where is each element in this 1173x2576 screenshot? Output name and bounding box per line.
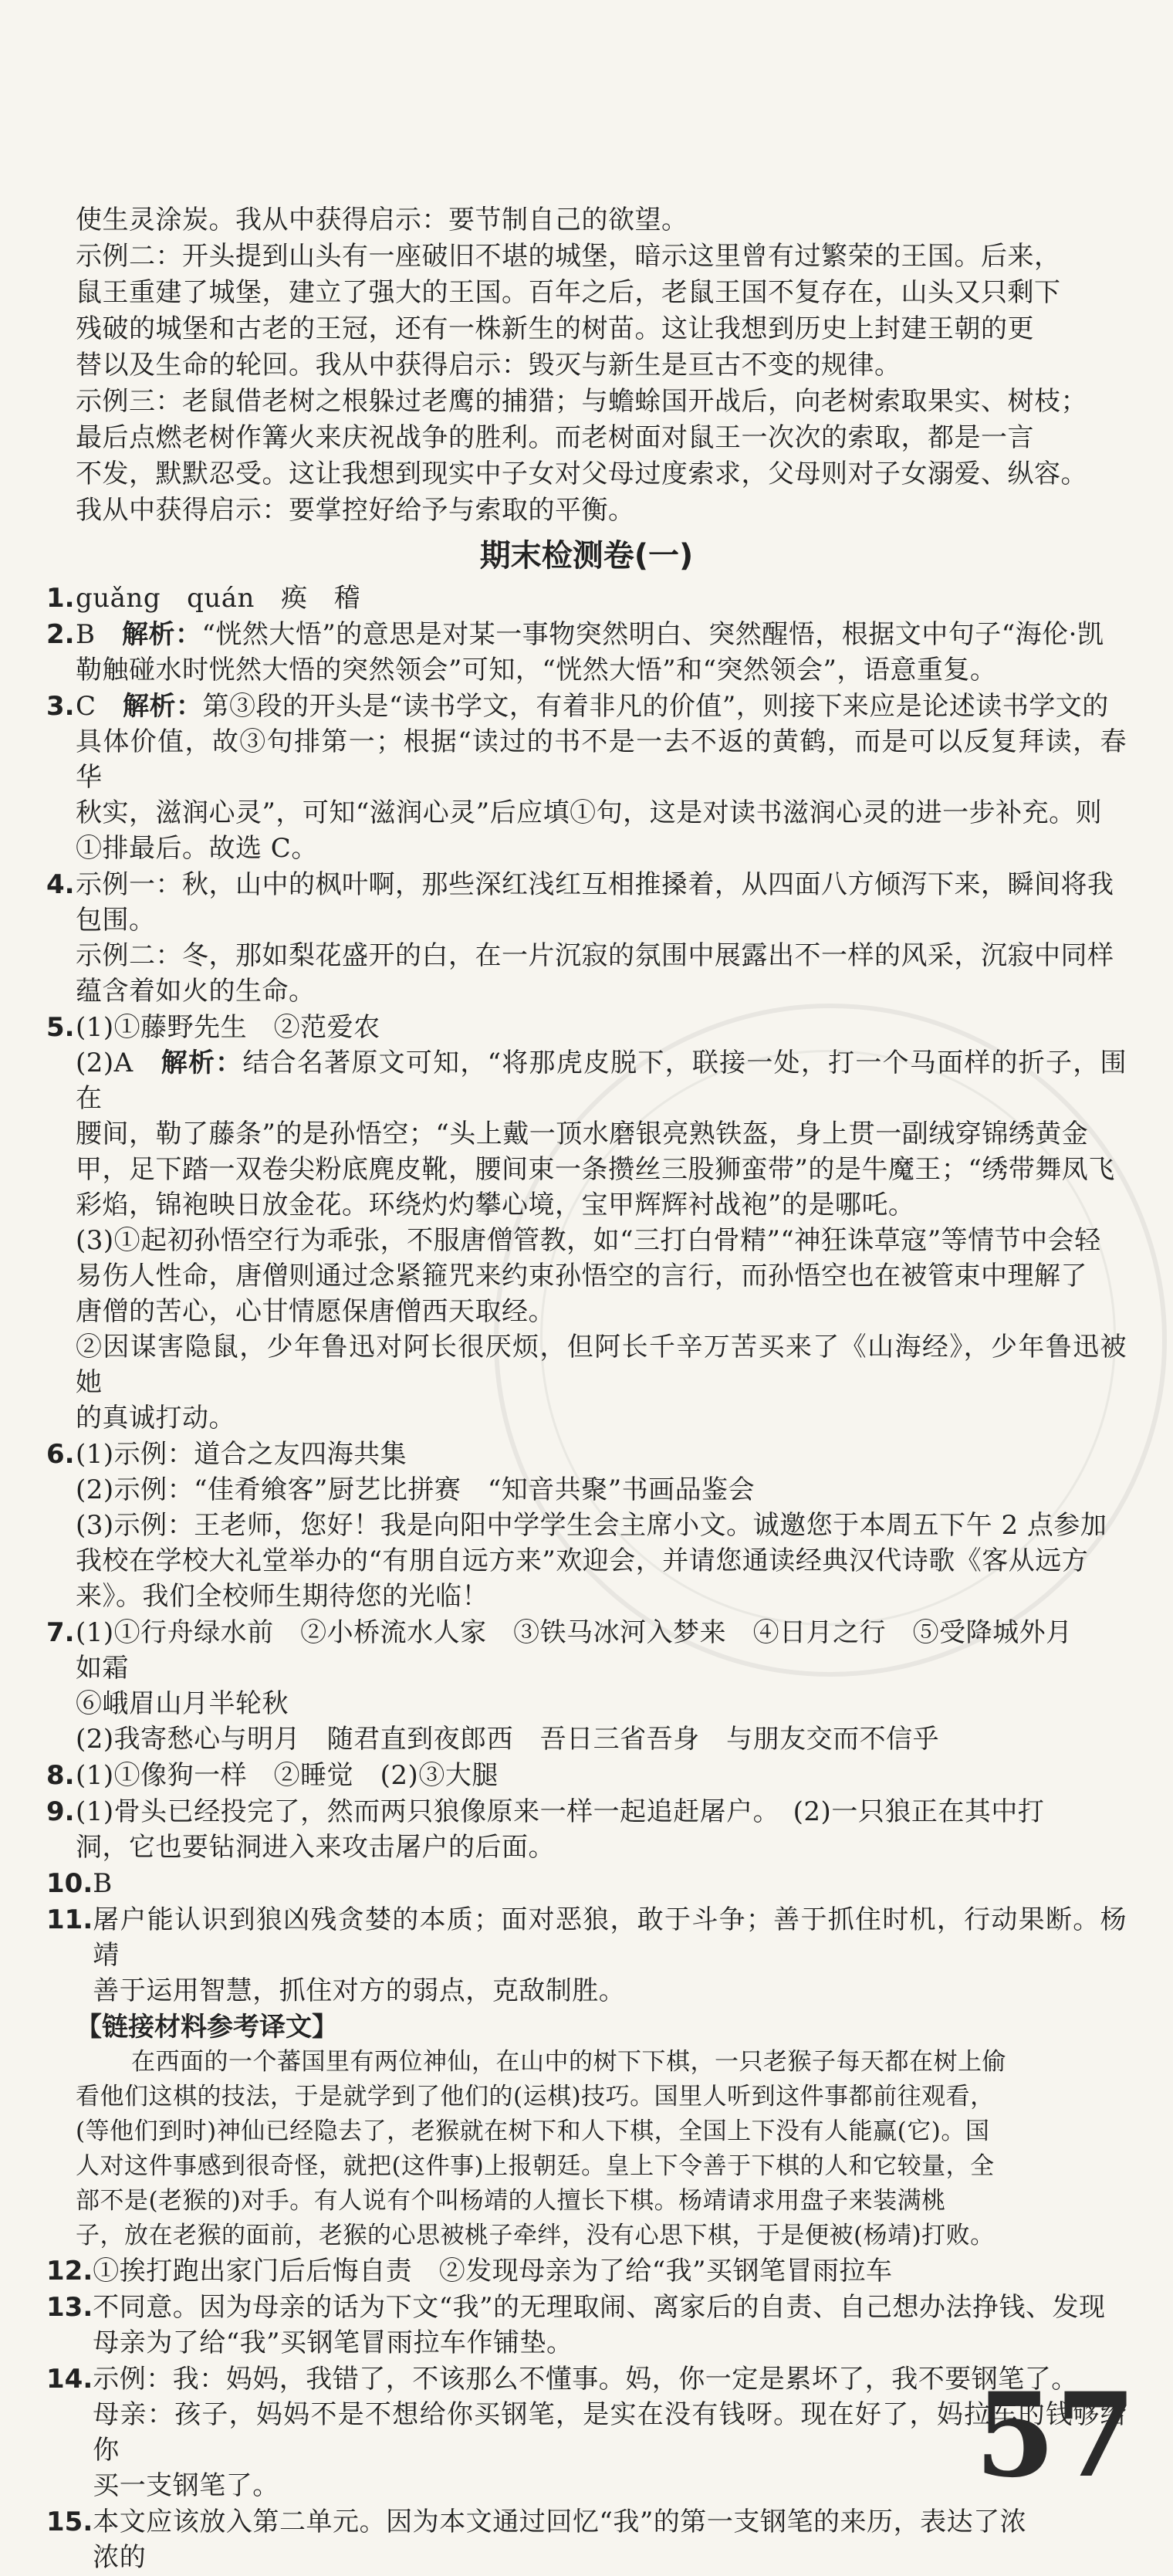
question-12 xyxy=(46,2253,1127,2289)
question-number: 8. xyxy=(46,1760,75,1791)
question-number: 15. xyxy=(46,2507,93,2537)
char-1: 痪 xyxy=(280,583,308,614)
text-line: 包围。 xyxy=(76,905,156,936)
text-line: 我从中获得启示：要掌控好给予与索取的平衡。 xyxy=(76,495,635,526)
text-line: 看他们这棋的技法，于是就学到了他们的(运棋)技巧。国里人听到这件事都前往观看， xyxy=(76,2083,995,2111)
pinyin-answers xyxy=(76,581,1127,616)
answer-letter: B xyxy=(76,619,96,650)
analysis-label: 解析： xyxy=(122,619,202,650)
text-line: 蕴含着如火的生命。 xyxy=(76,976,316,1007)
text-line: (1)示例：道合之友四海共集 xyxy=(76,1439,407,1470)
question-15 xyxy=(46,2504,1127,2575)
text-line: (1)①行舟绿水前 ②小桥流水人家 ③铁马冰河入梦来 ④日月之行 ⑤受降城外月 xyxy=(76,1617,1073,1648)
question-13 xyxy=(46,2290,1127,2361)
text-line: ⑥峨眉山月半轮秋 xyxy=(76,1688,289,1719)
question-number: 7. xyxy=(46,1617,75,1648)
text-line: 示例：我：妈妈，我错了，不该那么不懂事。妈，你一定是累坏了，我不要钢笔了。 xyxy=(93,2364,1078,2395)
text-line: 洞，它也要钻洞进入来攻击屠户的后面。 xyxy=(76,1832,555,1863)
answer-letter: B xyxy=(93,1868,113,1899)
question-number: 1. xyxy=(46,583,75,614)
text-line: 买一支钢笔了。 xyxy=(93,2470,279,2501)
text-line: 我校在学校大礼堂举办的“有朋自远方来”欢迎会，并请您通读经典汉代诗歌《客从远方 xyxy=(76,1545,1089,1576)
question-number: 10. xyxy=(46,1868,93,1899)
text-line: 示例二：冬，那如梨花盛开的白，在一片沉寂的氛围中展露出不一样的风采，沉寂中同样 xyxy=(76,940,1114,971)
page-number: 57 xyxy=(975,2368,1136,2503)
question-number: 3. xyxy=(46,691,75,722)
text-line: 不发，默默忍受。这让我想到现实中子女对父母过度索求，父母则对子女溺爱、纵容。 xyxy=(76,459,1087,489)
text-line: (1)①像狗一样 ②睡觉 (2)③大腿 xyxy=(76,1760,499,1791)
section-title: 期末检测卷(一) xyxy=(479,538,694,574)
question-7 xyxy=(46,1615,1127,1757)
question-number: 11. xyxy=(46,1904,93,1935)
text-line: ①挨打跑出家门后后悔自责 ②发现母亲为了给“我”买钢笔冒雨拉车 xyxy=(93,2256,893,2287)
text-line: (1)骨头已经投完了，然而两只狼像原来一样一起追赶屠户。 (2)一只狼正在其中打 xyxy=(76,1796,1045,1827)
text-line: 屠户能认识到狼凶残贪婪的本质；面对恶狼，敢于斗争；善于抓住时机，行动果断。杨靖 xyxy=(93,1904,1127,1971)
text-line: 示例三：老鼠借老树之根躲过老鹰的捕猎；与蟾蜍国开战后，向老树索取果实、树枝； xyxy=(76,386,1087,417)
text-line: 来》。我们全校师生期待您的光临！ xyxy=(76,1581,488,1612)
question-5 xyxy=(46,1010,1127,1436)
question-number: 6. xyxy=(46,1439,75,1470)
pinyin-1: guǎng xyxy=(76,583,161,614)
question-3 xyxy=(46,689,1127,866)
answer-letter: C xyxy=(76,691,96,722)
text-line: 秋实，滋润心灵”，可知“滋润心灵”后应填①句，这是对读书滋润心灵的进一步补充。则 xyxy=(76,797,1103,828)
text-line: 易伤人性命，唐僧则通过念紧箍咒来约束孙悟空的言行，而孙悟空也在被管束中理解了 xyxy=(76,1261,1087,1291)
question-11 xyxy=(46,1902,1127,2009)
question-number: 12. xyxy=(46,2256,93,2287)
text-line: 示例二：开头提到山头有一座破旧不堪的城堡，暗示这里曾有过繁荣的王国。后来， xyxy=(76,241,1061,272)
question-number: 5. xyxy=(46,1012,75,1043)
analysis-label: 解析： xyxy=(161,1048,243,1078)
question-9 xyxy=(46,1794,1127,1865)
text-line: 勒触碰水时恍然大悟的突然领会”可知，“恍然大悟”和“突然领会”，语意重复。 xyxy=(76,655,997,685)
text-line: 示例一：秋，山中的枫叶啊，那些深红浅红互相推搡着，从四面八方倾泻下来，瞬间将我 xyxy=(76,869,1114,900)
text-line: (等他们到时)神仙已经隐去了，老猴就在树下和人下棋，全国上下没有人能赢(它)。国 xyxy=(76,2117,990,2145)
text-line: 结合名著原文可知，“将那虎皮脱下，联接一处，打一个马面样的折子，围在 xyxy=(76,1048,1127,1114)
text-line: 唐僧的苦心，心甘情愿保唐僧西天取经。 xyxy=(76,1296,555,1327)
question-number: 14. xyxy=(46,2364,93,2395)
text-line: 甲，足下踏一双卷尖粉底麂皮靴，腰间束一条攒丝三股狮蛮带”的是牛魔王；“绣带舞凤飞 xyxy=(76,1154,1115,1185)
text-line: 替以及生命的轮回。我从中获得启示：毁灭与新生是亘古不变的规律。 xyxy=(76,350,901,381)
text-line: 的真诚打动。 xyxy=(76,1403,235,1434)
text-line: 如霜 xyxy=(76,1653,129,1684)
question-10 xyxy=(46,1866,1127,1901)
text-line: (3)①起初孙悟空行为乖张，不服唐僧管教，如“三打白骨精”“神狂诛草寇”等情节中会轻 xyxy=(76,1225,1101,1256)
text-line: 残破的城堡和古老的王冠，还有一株新生的树苗。这让我想到历史上封建王朝的更 xyxy=(76,313,1034,344)
text-line: 子，放在老猴的面前，老猴的心思被桃子牵绊，没有心思下棋，于是便被(杨靖)打败。 xyxy=(76,2222,995,2249)
question-1 xyxy=(46,581,1127,616)
pinyin-2: quán xyxy=(187,583,255,614)
question-number: 13. xyxy=(46,2292,93,2323)
text-line: ①排最后。故选 C。 xyxy=(76,833,318,864)
question-14 xyxy=(46,2361,1127,2503)
text-line: 部不是(老猴的)对手。有人说有个叫杨靖的人擅长下棋。杨靖请求用盘子来装满桃 xyxy=(76,2187,946,2215)
text-line: (3)示例：王老师，您好！我是向阳中学学生会主席小文。诚邀您于本周五下午 2 点参加 xyxy=(76,1510,1107,1541)
question-2 xyxy=(46,617,1127,688)
text-line: 腰间，勒了藤条”的是孙悟空；“头上戴一顶水磨银亮熟铁盔，身上贯一副绒穿锦绣黄金 xyxy=(76,1119,1089,1149)
question-4 xyxy=(46,867,1127,1009)
content xyxy=(46,202,1127,2576)
text-line: 具体价值，故③句排第一；根据“读过的书不是一去不返的黄鹤，而是可以反复拜读，春华 xyxy=(76,726,1127,793)
question-6 xyxy=(46,1437,1127,1614)
text-line: 第③段的开头是“读书学文，有着非凡的价值”，则接下来应是论述读书学文的 xyxy=(202,691,1109,722)
text-line: 最后点燃老树作篝火来庆祝战争的胜利。而老树面对鼠王一次次的索取，都是一言 xyxy=(76,422,1034,453)
text-line: 母亲为了给“我”买钢笔冒雨拉车作铺垫。 xyxy=(93,2327,573,2358)
char-2: 稽 xyxy=(333,583,360,614)
text-line: 善于运用智慧，抓住对方的弱点，克敌制胜。 xyxy=(93,1975,626,2006)
text-line: “恍然大悟”的意思是对某一事物突然明白、突然醒悟，根据文中句子“海伦·凯 xyxy=(201,619,1104,650)
reference-translation xyxy=(46,2009,1127,2253)
text-line: 人对这件事感到很奇怪，就把(这件事)上报朝廷。皇上下令善于下棋的人和它较量，全 xyxy=(76,2152,995,2180)
reference-title: 【链接材料参考译文】 xyxy=(76,2012,338,2043)
text-line: 彩焰，锦袍映日放金花。环绕灼灼攀心境，宝甲辉辉衬战袍”的是哪吒。 xyxy=(76,1190,915,1220)
text-line: (2)A xyxy=(76,1048,161,1078)
question-number: 2. xyxy=(46,619,75,650)
text-line: (2)示例：“佳肴飨客”厨艺比拼赛 “知音共聚”书画品鉴会 xyxy=(76,1474,756,1505)
text-line: 鼠王重建了城堡，建立了强大的王国。百年之后，老鼠王国不复存在，山头又只剩下 xyxy=(76,277,1061,308)
text-line: (2)我寄愁心与明月 随君直到夜郎西 吾日三省吾身 与朋友交而不信乎 xyxy=(76,1724,940,1755)
analysis-label: 解析： xyxy=(123,691,203,722)
question-number: 4. xyxy=(46,869,75,900)
text-line: 本文应该放入第二单元。因为本文通过回忆“我”的第一支钢笔的来历，表达了浓浓的 xyxy=(93,2507,1027,2573)
text-line: (1)①藤野先生 ②范爱农 xyxy=(76,1012,380,1043)
text-line: 母亲：孩子，妈妈不是不想给你买钢笔，是实在没有钱呀。现在好了，妈拉车的钱够给你 xyxy=(93,2399,1127,2466)
text-line: ②因谋害隐鼠，少年鲁迅对阿长很厌烦，但阿长千辛万苦买来了《山海经》，少年鲁迅被她 xyxy=(76,1332,1127,1398)
text-line: 在西面的一个蕃国里有两位神仙，在山中的树下下棋，一只老猴子每天都在树上偷 xyxy=(131,2048,1006,2076)
question-8 xyxy=(46,1758,1127,1793)
intro-continuation xyxy=(46,202,1127,528)
text-line: 不同意。因为母亲的话为下文“我”的无理取闹、离家后的自责、自己想办法挣钱、发现 xyxy=(93,2292,1106,2323)
text-line: 使生灵涂炭。我从中获得启示：要节制自己的欲望。 xyxy=(76,205,688,235)
question-number: 9. xyxy=(46,1796,75,1827)
